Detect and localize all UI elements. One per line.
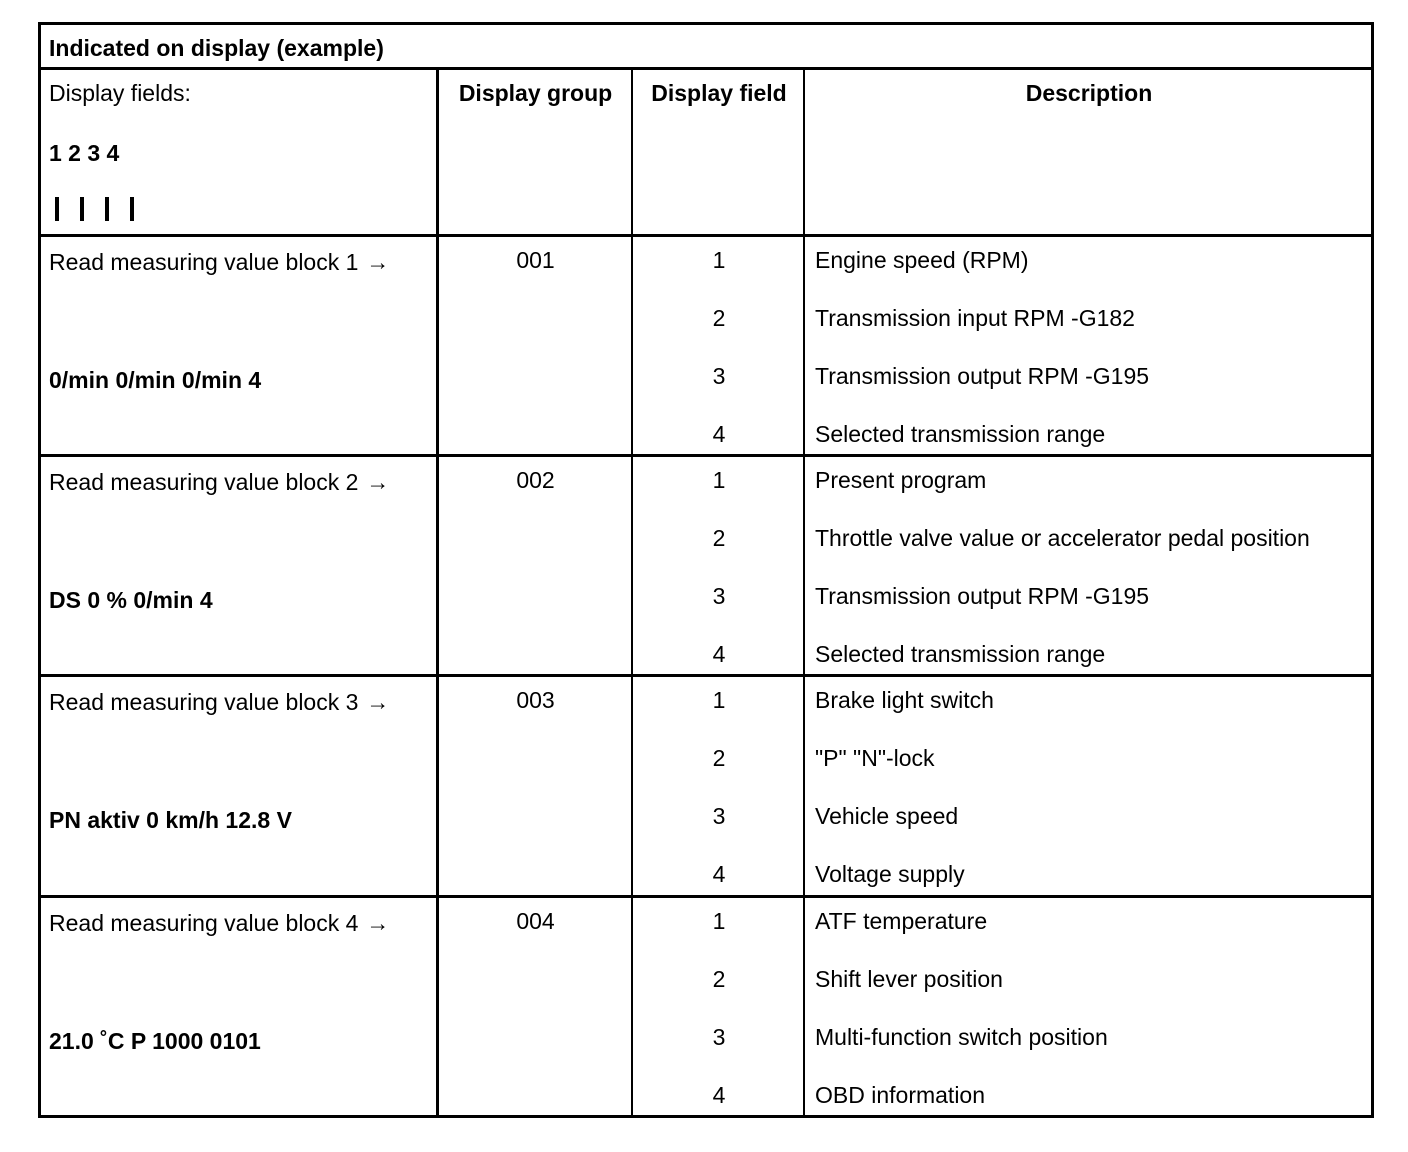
display-field-pointer-bars	[55, 197, 155, 224]
block-row	[41, 898, 1371, 1116]
arrow-right-icon: →	[366, 469, 390, 495]
block-label-text: Read measuring value block 2	[49, 469, 359, 495]
pointer-bar	[105, 197, 109, 221]
block-row	[41, 457, 1371, 677]
block-row	[41, 237, 1371, 457]
block-display-value: PN aktiv 0 km/h 12.8 V	[49, 807, 292, 833]
table-header-row	[41, 70, 1371, 237]
block-display-field: 4	[712, 421, 726, 447]
block-display-field: 1	[712, 247, 726, 273]
block-field-description: ATF temperature	[815, 908, 988, 934]
block-display-field: 2	[712, 966, 726, 992]
block-display-field: 3	[712, 803, 726, 829]
header-display-field: Display field	[651, 80, 787, 106]
block-label	[49, 910, 389, 937]
block-field-description: Throttle valve value or accelerator pedal position	[815, 525, 1310, 551]
block-field-description: Multi-function switch position	[815, 1024, 1108, 1050]
block-field-description: Vehicle speed	[815, 803, 959, 829]
pointer-bar	[80, 197, 84, 221]
header-display-field-numbers: 1 2 3 4	[49, 140, 120, 166]
block-display-field: 3	[712, 363, 726, 389]
block-field-description: Engine speed (RPM)	[815, 247, 1029, 273]
block-field-description: Selected transmission range	[815, 421, 1106, 447]
block-label	[49, 249, 389, 276]
block-display-field: 4	[712, 1082, 726, 1108]
header-display-fields: Display fields:	[49, 80, 191, 106]
block-display-field: 1	[712, 687, 726, 713]
block-field-description: Present program	[815, 467, 987, 493]
block-display-group: 003	[516, 687, 555, 713]
block-field-description: Brake light switch	[815, 687, 994, 713]
arrow-right-icon: →	[366, 249, 390, 275]
arrow-right-icon: →	[366, 689, 390, 715]
block-label-text: Read measuring value block 1	[49, 249, 359, 275]
block-display-value: DS 0 % 0/min 4	[49, 587, 213, 613]
column-divider	[631, 70, 633, 1115]
block-display-field: 3	[712, 583, 726, 609]
table-title-row	[41, 25, 1371, 70]
column-divider	[436, 70, 439, 1115]
block-display-field: 3	[712, 1024, 726, 1050]
block-display-field: 4	[712, 641, 726, 667]
arrow-right-icon: →	[366, 910, 390, 936]
block-field-description: Transmission output RPM -G195	[815, 363, 1150, 389]
block-row	[41, 677, 1371, 898]
block-label	[49, 469, 389, 496]
block-field-description: OBD information	[815, 1082, 986, 1108]
block-field-description: Shift lever position	[815, 966, 1003, 992]
block-label-text: Read measuring value block 4	[49, 910, 359, 936]
block-display-group: 001	[516, 247, 555, 273]
pointer-bar	[130, 197, 134, 221]
block-display-field: 1	[712, 467, 726, 493]
block-display-group: 004	[516, 908, 555, 934]
display-table	[38, 22, 1374, 1118]
block-display-group: 002	[516, 467, 555, 493]
block-display-field: 2	[712, 525, 726, 551]
block-display-value: 21.0 ˚C P 1000 0101	[49, 1028, 261, 1054]
block-display-field: 4	[712, 861, 726, 887]
block-field-description: Transmission output RPM -G195	[815, 583, 1150, 609]
block-field-description: Voltage supply	[815, 861, 965, 887]
header-description: Description	[1025, 80, 1153, 106]
block-field-description: Transmission input RPM -G182	[815, 305, 1135, 331]
table-title: Indicated on display (example)	[49, 35, 384, 61]
block-label	[49, 689, 389, 716]
block-display-value: 0/min 0/min 0/min 4	[49, 367, 262, 393]
block-display-field: 2	[712, 745, 726, 771]
header-display-group: Display group	[458, 80, 613, 106]
block-field-description: "P" "N"-lock	[815, 745, 935, 771]
column-divider	[803, 70, 805, 1115]
block-field-description: Selected transmission range	[815, 641, 1106, 667]
pointer-bar	[55, 197, 59, 221]
block-label-text: Read measuring value block 3	[49, 689, 359, 715]
block-display-field: 1	[712, 908, 726, 934]
block-display-field: 2	[712, 305, 726, 331]
